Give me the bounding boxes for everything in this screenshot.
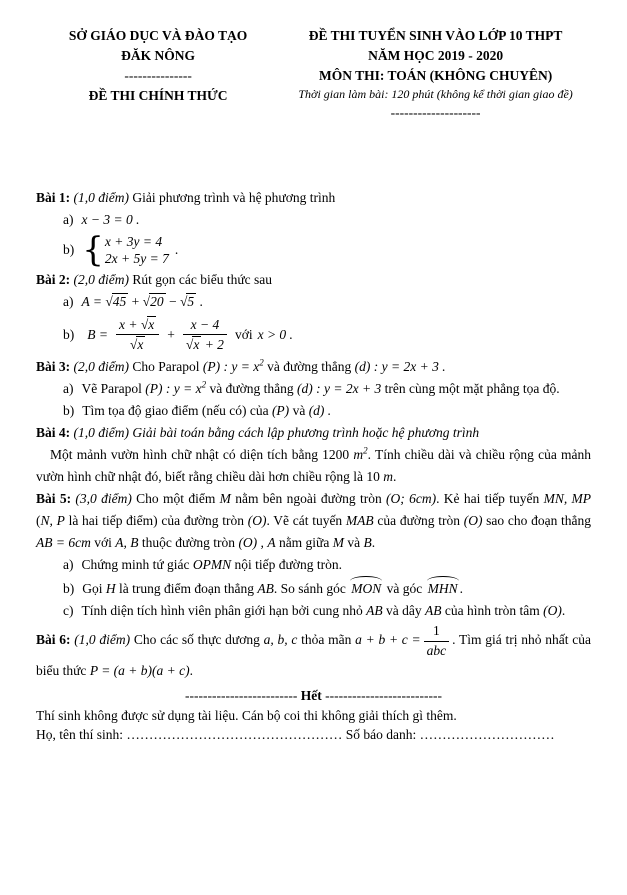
problem-1-title: Giải phương trình và hệ phương trình (132, 190, 336, 205)
problem-2-header (36, 269, 591, 291)
candidate-name-line (36, 725, 591, 744)
problem-2-points: (2,0 điểm) (73, 272, 129, 287)
issuer-divider: --------------- (124, 68, 192, 83)
period: . (199, 294, 203, 309)
problem-5-body: Bài 5: (3,0 điểm) Cho một điểm M nằm bên ngoài đường tròn (O; 6cm). Kẻ hai tiếp tuyến MN, MP (N, P là hai tiếp điểm) của đường tròn (O). Vẽ cát tuyến MAB của đường tròn (O) sao cho đoạn thẳng AB = 6cm với A, B thuộc đường tròn (O) , A nằm giữa M và B. (36, 491, 592, 551)
issuer-block (36, 26, 280, 123)
fraction-1: $\frac{x + √x}{√x}$ (116, 316, 159, 353)
problem-5-item-c: c) Tính diện tích hình viên phân giới hạn bởi cung nhỏ AB và dây AB của hình tròn tâm (O). (63, 603, 566, 619)
issuer-province: ĐĂK NÔNG (121, 48, 196, 63)
problem-1-header (36, 187, 591, 209)
condition-math: x > 0 . (257, 326, 293, 342)
condition-text: với (234, 326, 253, 342)
problem-5-item-a: a) Chứng minh tứ giác OPMN nội tiếp đường tròn. (63, 557, 342, 573)
sqrt-45: √45 (105, 291, 128, 313)
item-b-label: b) (63, 326, 75, 342)
candidate-number-dots: ………………………… (419, 726, 555, 742)
problem-1-label: Bài 1: (36, 190, 71, 205)
header (36, 26, 591, 123)
problem-6-label: Bài 6: (36, 632, 71, 648)
radical-icon: √ (105, 294, 113, 309)
problem-1-item-b (36, 229, 591, 270)
system-eq-1: x + 3y = 4 (104, 234, 163, 249)
expr-lead: A = (81, 294, 102, 309)
item-c-label: c) (63, 603, 74, 619)
sqrt-5: √5 (180, 291, 196, 313)
item-b-label: b) (63, 403, 75, 419)
period: . (174, 242, 179, 257)
sqrt-x: √x (185, 336, 200, 352)
problem-5-label: Bài 5: (36, 491, 72, 507)
problem-4-header (36, 422, 591, 444)
item-b-label: b) (63, 581, 75, 597)
issuer-dept: SỞ GIÁO DỤC VÀ ĐÀO TẠO (68, 28, 248, 43)
radical-icon: √ (142, 294, 151, 309)
item-a-label: a) (63, 381, 74, 397)
sqrt-x: √x (140, 317, 155, 332)
radical-icon: √ (140, 317, 149, 332)
minus-sign: − (168, 294, 177, 309)
item-a-label: a) (63, 294, 74, 309)
problem-6-body: Bài 6: (1,0 điểm) Cho các số thực dương a, b, c thỏa mãn a + b + c = $\frac{1}{\text{abc}}$ . Tìm giá trị nhỏ nhất của biểu thức P = (a + b)(a + c). (36, 623, 591, 678)
problem-2-item-a (36, 291, 591, 313)
item-a-label: a) (63, 212, 74, 227)
problem-5-item-b: b) Gọi H là trung điểm đoạn thẳng AB. So sánh góc MON và góc MHN . (36, 576, 591, 600)
problem-5-points: (3,0 điểm) (75, 491, 132, 507)
problem-3-header: Bài 3: (2,0 điểm) Cho Parapol (P) : $y = x^2$ và đường thẳng (d) : y = 2x + 3 . (36, 357, 446, 375)
plus-sign: + (131, 294, 140, 309)
system-brace: { (82, 229, 104, 270)
superscript: 2 (363, 445, 368, 456)
equation-system (82, 229, 169, 270)
system-eq-2: 2x + 5y = 7 (104, 251, 169, 266)
problem-3-label: Bài 3: (36, 359, 71, 375)
header-divider: -------------------- (390, 105, 481, 120)
radical-icon: √ (185, 336, 194, 352)
item-a-label: a) (63, 557, 74, 573)
problem-4-body: Một mảnh vườn hình chữ nhật có diện tích bằng 1200 $m^2$. Tính chiều dài và chiều rộng của mảnh vườn hình chữ nhật đó, biết rằng chiều dài hơn chiều rộng là 10 m. (36, 445, 592, 485)
sqrt-20: √20 (143, 291, 166, 313)
candidate-name-dots: ………………………………………… (126, 726, 343, 742)
item-b-label: b) (63, 242, 75, 257)
radical-icon: √ (179, 294, 188, 309)
problem-4-title: Giải bài toán bằng cách lập phương trình hoặc hệ phương trình (132, 425, 480, 441)
angle-MON: MON (349, 576, 383, 600)
problem-3-points: (2,0 điểm) (73, 359, 129, 375)
sqrt-x: √x (129, 337, 144, 353)
duration-line: Thời gian làm bài: 120 phút (không kể thời gian giao đề) (298, 87, 573, 101)
end-divider: ------------------------- Hết -------------------------- (184, 687, 443, 703)
problems (36, 187, 591, 744)
expr-lead: B = (87, 326, 108, 342)
candidate-name-label: Họ, tên thí sinh: (36, 726, 123, 742)
radical-icon: √ (129, 337, 138, 353)
problem-2-item-b (36, 315, 591, 354)
problem-6-points: (1,0 điểm) (74, 632, 131, 648)
fraction-1-over-abc: $\frac{1}{\text{abc}}$ (424, 623, 450, 658)
end-label: Hết (300, 687, 322, 703)
problem-2-label: Bài 2: (36, 272, 71, 287)
fraction-2: $\frac{x - 4}{√x + 2}$ (183, 317, 227, 353)
problem-3-item-a: a) Vẽ Parapol (P) : $y = x^2$ và đường thẳng (d) : y = 2x + 3 trên cùng một mặt phẳng tọa độ. (63, 379, 560, 397)
problem-1-points: (1,0 điểm) (73, 190, 129, 205)
equation: x − 3 = 0 . (81, 212, 140, 227)
problem-1-item-a (36, 209, 591, 231)
plus-sign: + (167, 326, 175, 342)
problem-4-label: Bài 4: (36, 425, 71, 441)
problem-4-points: (1,0 điểm) (73, 425, 129, 441)
problem-2-title: Rút gọn các biểu thức sau (132, 272, 273, 287)
angle-MHN: MHN (426, 576, 460, 600)
exam-title: ĐỀ THI TUYỂN SINH VÀO LỚP 10 THPT (308, 28, 563, 43)
candidate-number-label: Số báo danh: (345, 726, 417, 742)
superscript: 2 (259, 357, 264, 368)
superscript: 2 (201, 379, 207, 390)
official-exam-label: ĐỀ THI CHÍNH THỨC (88, 88, 228, 103)
exam-rules-note: Thí sinh không được sử dụng tài liệu. Cán bộ coi thi không giải thích gì thêm. (36, 707, 457, 723)
problem-3-item-b: b) Tìm tọa độ giao điểm (nếu có) của (P) và (d) . (63, 403, 332, 419)
subject-line: MÔN THI: TOÁN (KHÔNG CHUYÊN) (318, 68, 553, 83)
exam-title-block (280, 26, 591, 123)
school-year: NĂM HỌC 2019 - 2020 (368, 48, 504, 63)
